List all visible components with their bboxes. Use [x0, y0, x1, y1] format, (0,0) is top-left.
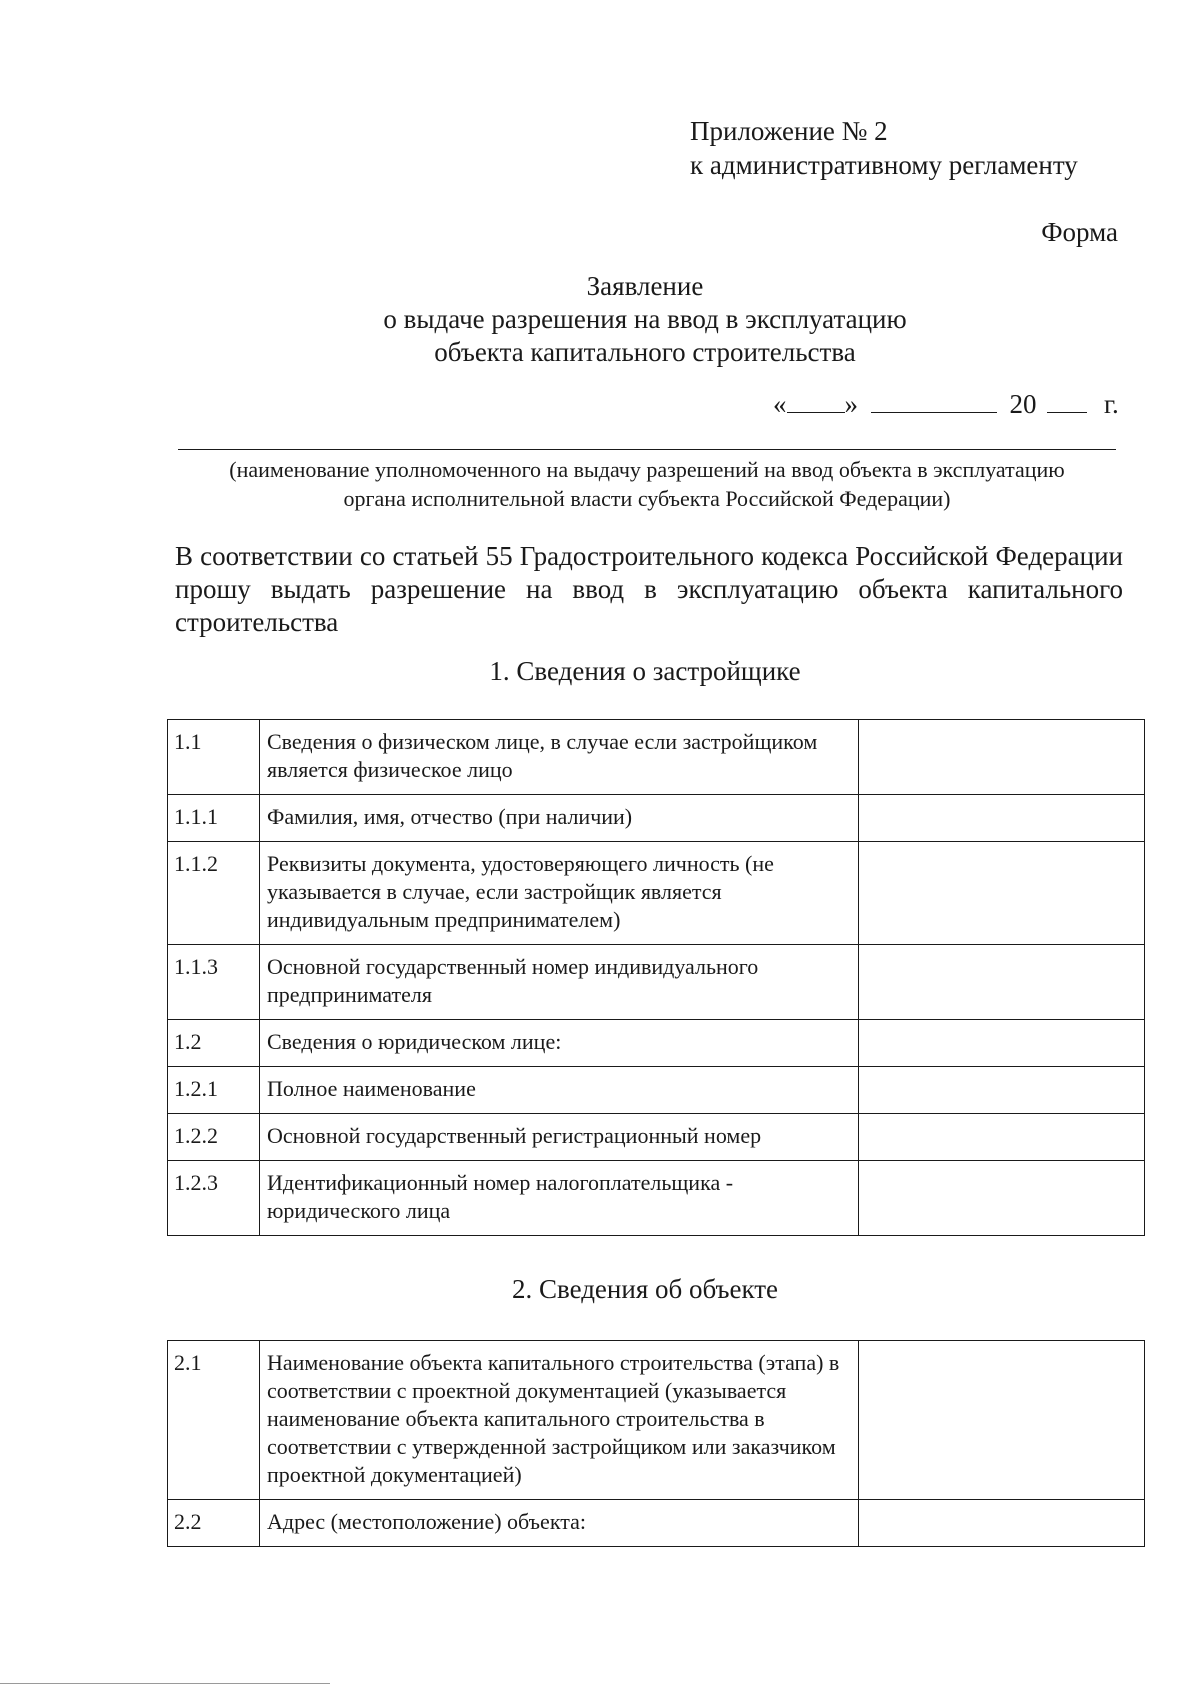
section-1-title: 1. Сведения о застройщике [489, 656, 801, 686]
row-number: 1.1.3 [168, 945, 260, 1020]
authority-caption-line-2: органа исполнительной власти субъекта Российской Федерации) [343, 486, 951, 511]
row-number: 1.2 [168, 1020, 260, 1067]
appendix-reference: к административному регламенту [690, 150, 1078, 180]
row-value[interactable] [859, 842, 1145, 945]
row-number: 1.2.1 [168, 1067, 260, 1114]
row-label: Сведения о юридическом лице: [260, 1020, 859, 1067]
row-number: 2.1 [168, 1341, 260, 1500]
table-row [168, 795, 1145, 842]
row-label: Наименование объекта капитального строительства (этапа) в соответствии с проектной документацией (указывается наименование объекта капитального строительства в соответствии с утвержденной застройщиком или заказчиком проектной документацией) [260, 1341, 859, 1500]
document-title [0, 270, 1200, 369]
date-line [773, 389, 1119, 420]
authority-caption-line-1: (наименование уполномоченного на выдачу разрешений на ввод объекта в эксплуатацию [229, 457, 1065, 482]
row-value[interactable] [859, 1067, 1145, 1114]
month-blank[interactable] [871, 390, 997, 413]
table-row [168, 1114, 1145, 1161]
date-close-quote: » [844, 389, 858, 419]
table-row [168, 1341, 1145, 1500]
row-value[interactable] [859, 1161, 1145, 1236]
row-number: 1.2.2 [168, 1114, 260, 1161]
row-value[interactable] [859, 795, 1145, 842]
row-number: 1.1 [168, 720, 260, 795]
title-line-3: объекта капитального строительства [434, 337, 856, 367]
table-row [168, 1161, 1145, 1236]
date-century: 20 [1009, 389, 1037, 419]
form-label: Форма [1041, 217, 1118, 247]
table-row [168, 1020, 1145, 1067]
row-value[interactable] [859, 1114, 1145, 1161]
appendix-number: Приложение № 2 [690, 116, 888, 146]
row-label: Реквизиты документа, удостоверяющего личность (не указывается в случае, если застройщик является индивидуальным предпринимателем) [260, 842, 859, 945]
year-blank[interactable] [1047, 390, 1087, 413]
row-label: Сведения о физическом лице, в случае если застройщиком является физическое лицо [260, 720, 859, 795]
title-line-2: о выдаче разрешения на ввод в эксплуатацию [383, 304, 907, 334]
day-blank[interactable] [787, 390, 845, 413]
table-row [168, 1500, 1145, 1547]
row-label: Полное наименование [260, 1067, 859, 1114]
row-value[interactable] [859, 1500, 1145, 1547]
row-label: Фамилия, имя, отчество (при наличии) [260, 795, 859, 842]
table-row [168, 1067, 1145, 1114]
row-number: 1.2.3 [168, 1161, 260, 1236]
authority-caption [178, 455, 1116, 513]
row-number: 1.1.2 [168, 842, 260, 945]
row-value[interactable] [859, 945, 1145, 1020]
date-open-quote: « [773, 389, 787, 419]
table-row [168, 945, 1145, 1020]
table-row [168, 720, 1145, 795]
row-value[interactable] [859, 1020, 1145, 1067]
row-label: Основной государственный номер индивидуального предпринимателя [260, 945, 859, 1020]
row-value[interactable] [859, 1341, 1145, 1500]
row-number: 1.1.1 [168, 795, 260, 842]
date-year-suffix: г. [1104, 389, 1119, 419]
authority-name-field[interactable] [178, 449, 1116, 450]
scan-edge-line [0, 1683, 330, 1684]
table-row [168, 842, 1145, 945]
row-label: Основной государственный регистрационный номер [260, 1114, 859, 1161]
developer-info-table [167, 719, 1145, 1236]
intro-paragraph: В соответствии со статьей 55 Градостроительного кодекса Российской Федерации прошу выдать разрешение на ввод в эксплуатацию объекта капитального строительства [175, 541, 1123, 637]
object-info-table [167, 1340, 1145, 1547]
section-2-title: 2. Сведения об объекте [511, 1274, 779, 1304]
title-line-1: Заявление [586, 271, 704, 301]
row-label: Идентификационный номер налогоплательщика - юридического лица [260, 1161, 859, 1236]
appendix-header [690, 114, 1078, 182]
row-number: 2.2 [168, 1500, 260, 1547]
row-label: Адрес (местоположение) объекта: [260, 1500, 859, 1547]
row-value[interactable] [859, 720, 1145, 795]
